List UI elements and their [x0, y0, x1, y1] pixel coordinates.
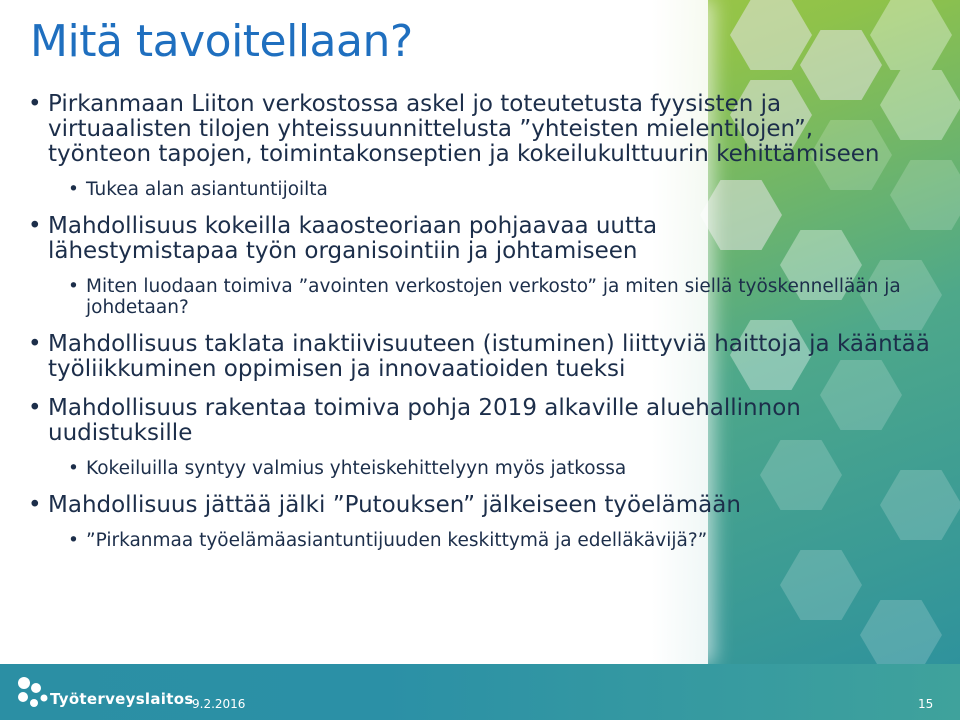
bullet-item: • Pirkanmaan Liiton verkostossa askel jo toteutetusta fyysisten ja virtuaalisten tilojen yhteissuunnittelusta ”yhteisten mielentilojen”, työnteon tapojen, toimintakonseptien ja kokeilukulttuurin kehittämiseen	[26, 92, 918, 167]
sub-bullet-item: • ”Pirkanmaa työelämäasiantuntijuuden keskittymä ja edelläkävijä?”	[26, 530, 926, 551]
bullet-item: • Mahdollisuus jättää jälki ”Putouksen” jälkeiseen työelämään	[26, 493, 926, 518]
bullet-list	[26, 91, 930, 565]
hexagon-decoration	[730, 0, 812, 70]
page-number: 15	[918, 697, 934, 711]
hexagon-decoration	[800, 30, 882, 100]
bullet-item: • Mahdollisuus rakentaa toimiva pohja 2019 alkaville aluehallinnon uudistuksille	[26, 396, 908, 446]
logo-text: Työterveyslaitos	[50, 690, 194, 708]
tyoterveyslaitos-logo-icon	[14, 674, 50, 712]
hexagon-decoration	[870, 0, 952, 70]
slide-date: 9.2.2016	[192, 697, 246, 711]
bullet-item: • Mahdollisuus taklata inaktiivisuuteen (istuminen) liittyviä haittoja ja kääntää työliikkuminen oppimisen ja innovaatioiden tueksi	[26, 332, 938, 382]
slide-title: Mitä tavoitellaan?	[30, 16, 413, 67]
hexagon-decoration	[860, 600, 942, 670]
bullet-item: • Mahdollisuus kokeilla kaaosteoriaan pohjaavaa uutta lähestymistapaa työn organisointiin ja johtamiseen	[26, 214, 748, 264]
sub-bullet-item: • Tukea alan asiantuntijoilta	[26, 179, 926, 200]
sub-bullet-item: • Kokeiluilla syntyy valmius yhteiskehittelyyn myös jatkossa	[26, 458, 926, 479]
sub-bullet-item: • Miten luodaan toimiva ”avointen verkostojen verkosto” ja miten siellä työskennellään ja johdetaan?	[26, 276, 916, 318]
